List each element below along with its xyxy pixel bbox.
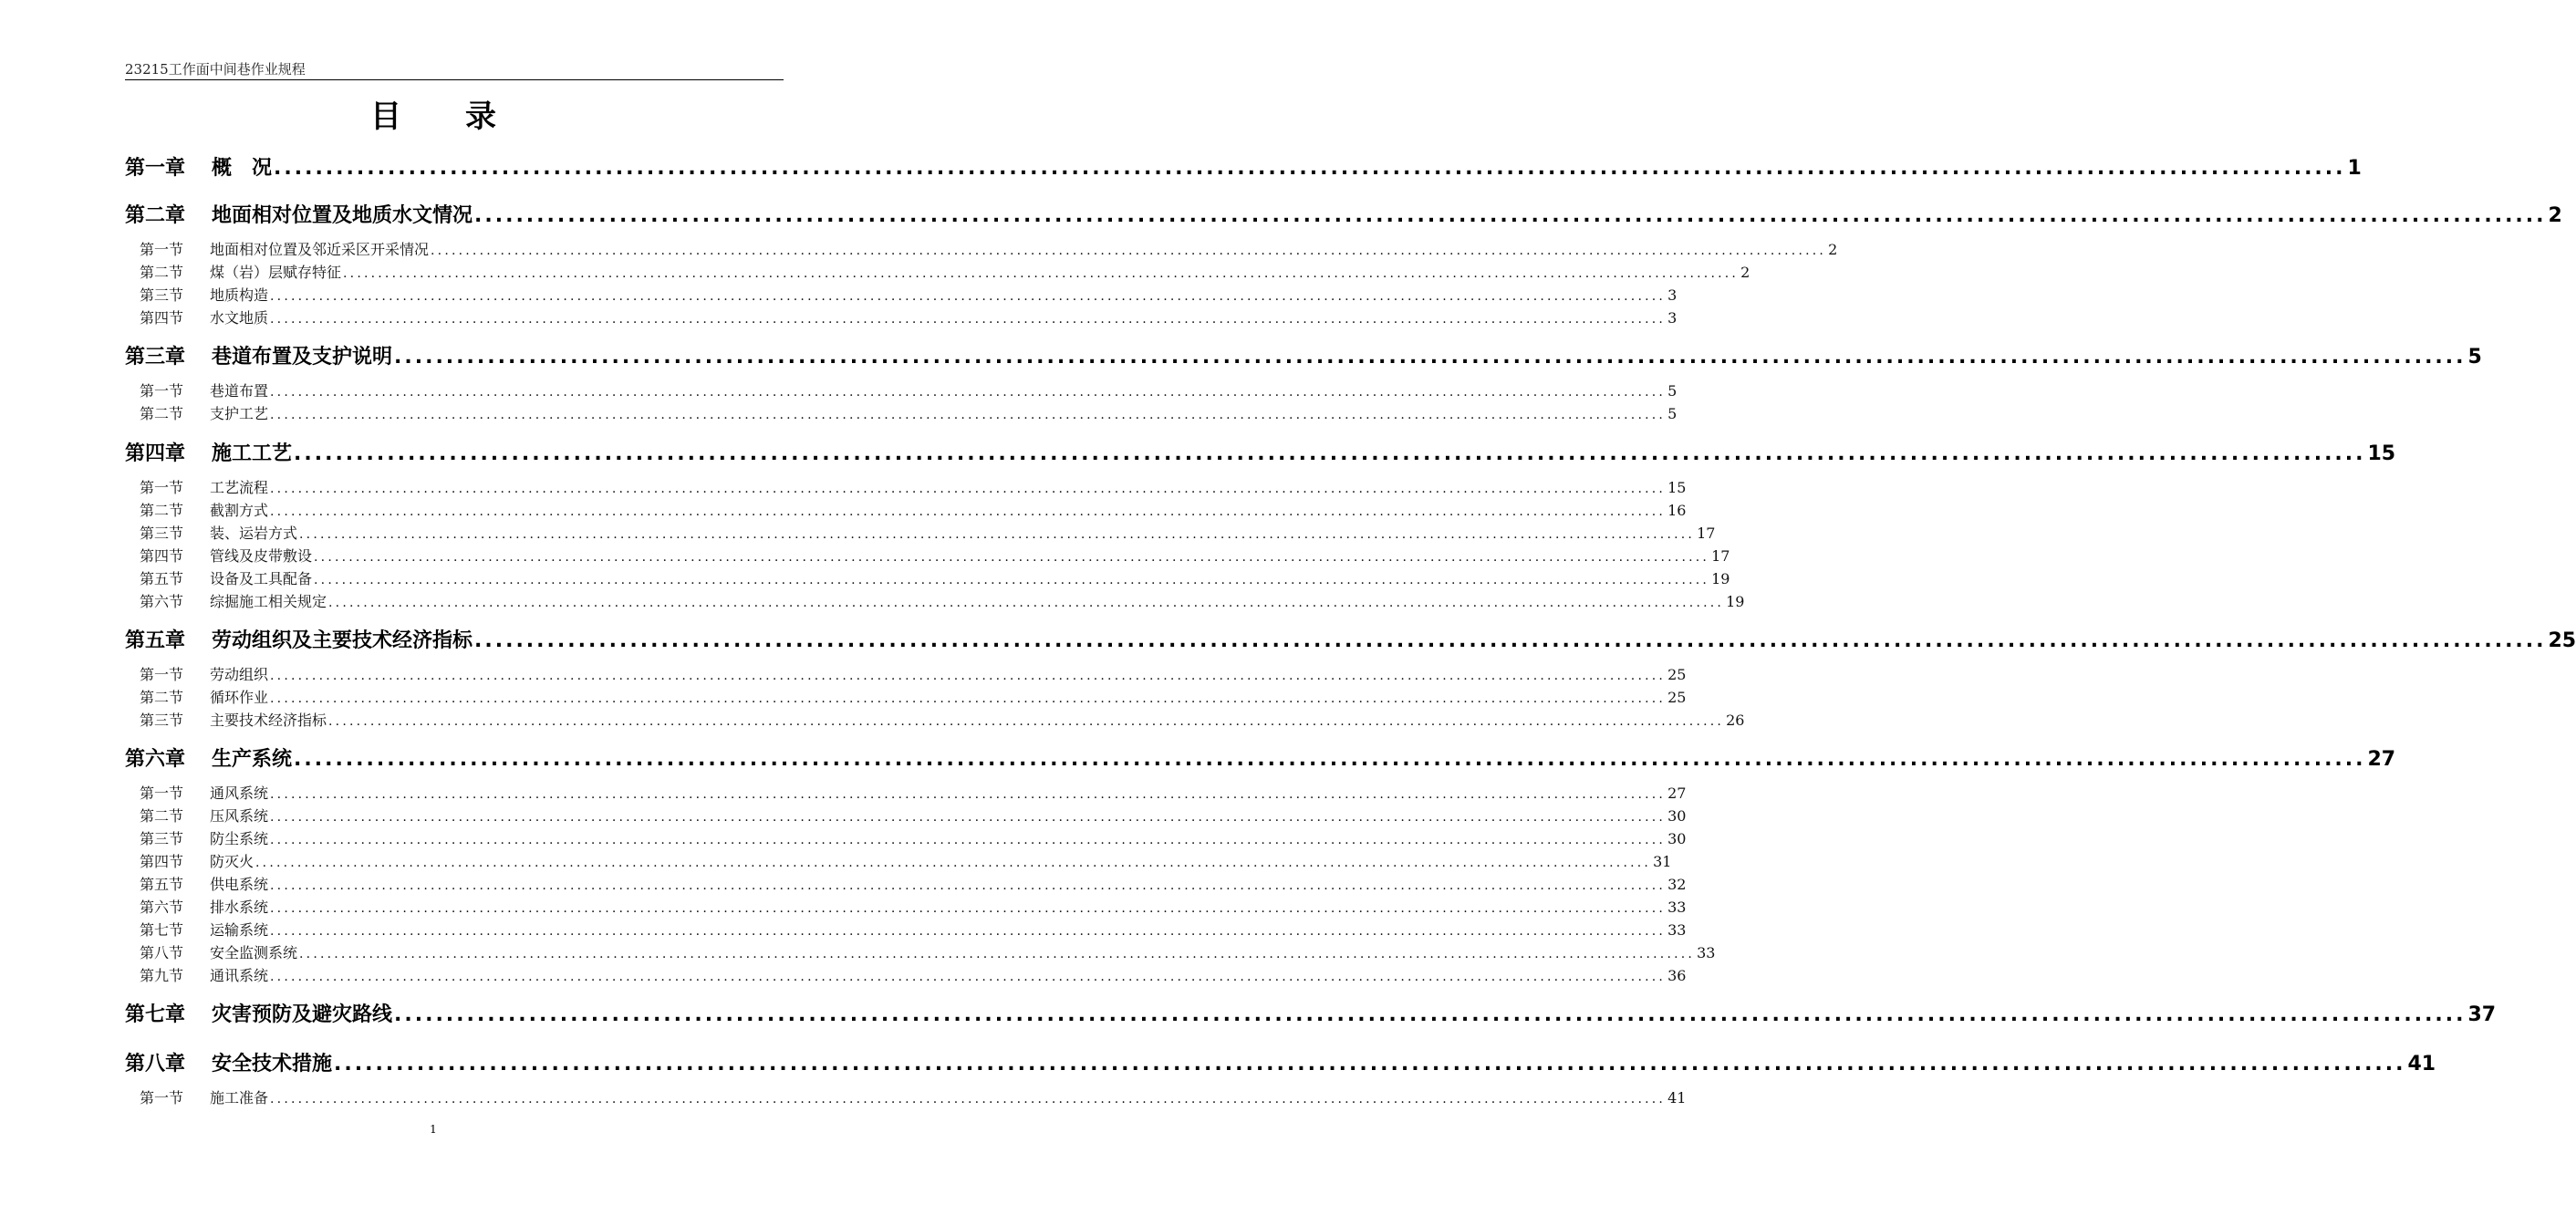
toc-section-entry[interactable] [125, 782, 1687, 802]
dot-leader: ........................................................................................................................................................................................................ [294, 748, 2366, 771]
page-reference: 15 [2367, 442, 2396, 465]
section-number: 第二节 [140, 502, 184, 519]
dot-leader: ........................................................................................................................................................................................................ [294, 442, 2366, 465]
dot-leader: ........................................................................................................................................................................................................ [270, 787, 1667, 802]
page-reference: 5 [1667, 405, 1678, 422]
toc-section-entry[interactable] [125, 663, 1687, 683]
page-reference: 25 [1667, 666, 1687, 683]
section-title: 装、运岩方式 [210, 525, 298, 542]
toc-section-entry[interactable] [125, 964, 1687, 984]
dot-leader: ........................................................................................................................................................................................................ [299, 527, 1696, 542]
page-reference: 31 [1653, 853, 1672, 870]
section-number: 第九节 [140, 967, 184, 984]
section-number: 第六节 [140, 593, 184, 610]
toc-section-entry[interactable] [125, 805, 1687, 825]
toc-section-entry[interactable] [125, 261, 1750, 281]
dot-leader: ........................................................................................................................................................................................................ [270, 385, 1667, 400]
section-title: 地面相对位置及邻近采区开采情况 [210, 241, 430, 258]
toc-section-entry[interactable] [125, 306, 1678, 327]
toc-section-entry[interactable] [125, 284, 1678, 304]
section-title: 水文地质 [210, 309, 269, 327]
section-number: 第一节 [140, 479, 184, 496]
toc-section-entry[interactable] [125, 545, 1730, 565]
section-title: 运输系统 [210, 921, 269, 939]
section-number: 第四节 [140, 309, 184, 327]
dot-leader: ........................................................................................................................................................................................................ [474, 204, 2547, 227]
section-number: 第一节 [140, 666, 184, 683]
chapter-title: 灾害预防及避灾路线 [212, 1003, 393, 1026]
dot-leader: ........................................................................................................................................................................................................ [334, 1053, 2406, 1075]
dot-leader: ........................................................................................................................................................................................................ [431, 244, 1827, 258]
title-char-right: 录 [465, 99, 496, 135]
page-reference: 19 [1726, 593, 1745, 610]
dot-leader: ........................................................................................................................................................................................................ [270, 482, 1667, 496]
toc-chapter-entry[interactable] [125, 625, 2576, 652]
page-reference: 25 [1667, 689, 1687, 706]
section-title: 排水系统 [210, 899, 269, 916]
toc-section-entry[interactable] [125, 379, 1678, 400]
section-title: 地质构造 [210, 286, 269, 304]
toc-section-entry[interactable] [125, 896, 1687, 916]
section-title: 通讯系统 [210, 967, 269, 984]
page-reference: 33 [1667, 921, 1687, 939]
page-reference: 25 [2548, 629, 2576, 652]
section-number: 第二节 [140, 807, 184, 825]
toc-section-entry[interactable] [125, 476, 1687, 496]
toc-section-entry[interactable] [125, 873, 1687, 893]
page-reference: 15 [1667, 479, 1687, 496]
page-reference: 33 [1697, 944, 1716, 961]
dot-leader: ........................................................................................................................................................................................................ [270, 408, 1667, 422]
page-reference: 16 [1667, 502, 1687, 519]
title-char-left: 目 [370, 99, 401, 135]
dot-leader: ........................................................................................................................................................................................................ [343, 266, 1740, 281]
page-reference: 3 [1667, 309, 1678, 327]
page-reference: 33 [1667, 899, 1687, 916]
dot-leader: ........................................................................................................................................................................................................ [314, 550, 1710, 565]
chapter-number: 第八章 [125, 1053, 186, 1075]
dot-leader: ........................................................................................................................................................................................................ [255, 856, 1652, 870]
chapter-number: 第六章 [125, 748, 186, 771]
toc-section-entry[interactable] [125, 590, 1745, 610]
page-reference: 30 [1667, 830, 1687, 847]
toc-chapter-entry[interactable] [125, 200, 2562, 227]
dot-leader: ........................................................................................................................................................................................................ [474, 629, 2547, 652]
dot-leader: ........................................................................................................................................................................................................ [270, 878, 1667, 893]
section-number: 第一节 [140, 382, 184, 400]
dot-leader: ........................................................................................................................................................................................................ [270, 669, 1667, 683]
toc-section-entry[interactable] [125, 522, 1716, 542]
section-title: 循环作业 [210, 689, 269, 706]
section-number: 第五节 [140, 570, 184, 587]
page-reference: 30 [1667, 807, 1687, 825]
dot-leader: ........................................................................................................................................................................................................ [394, 346, 2467, 369]
section-title: 施工准备 [210, 1089, 269, 1107]
toc-section-entry[interactable] [125, 709, 1745, 729]
chapter-number: 第四章 [125, 442, 186, 465]
toc-section-entry[interactable] [125, 919, 1687, 939]
section-title: 供电系统 [210, 876, 269, 893]
running-header: 23215工作面中间巷作业规程 [125, 60, 784, 80]
chapter-number: 第一章 [125, 157, 186, 180]
section-number: 第六节 [140, 899, 184, 916]
chapter-title: 安全技术措施 [212, 1053, 333, 1075]
dot-leader: ........................................................................................................................................................................................................ [270, 810, 1667, 825]
toc-section-entry[interactable] [125, 686, 1687, 706]
chapter-title: 概 况 [212, 157, 273, 180]
toc-section-entry[interactable] [125, 238, 1838, 258]
section-number: 第七节 [140, 921, 184, 939]
chapter-title: 地面相对位置及地质水文情况 [212, 204, 473, 227]
dot-leader: ........................................................................................................................................................................................................ [299, 947, 1696, 961]
page-reference: 2 [1740, 264, 1750, 281]
section-title: 安全监测系统 [210, 944, 298, 961]
page-reference: 27 [1667, 784, 1687, 802]
page-number: 1 [430, 1123, 437, 1136]
chapter-number: 第三章 [125, 346, 186, 369]
section-number: 第四节 [140, 547, 184, 565]
page-reference: 3 [1667, 286, 1678, 304]
toc-section-entry[interactable] [125, 499, 1687, 519]
page-reference: 32 [1667, 876, 1687, 893]
page-reference: 41 [1667, 1089, 1687, 1107]
page-reference: 27 [2367, 748, 2396, 771]
section-number: 第三节 [140, 830, 184, 847]
dot-leader: ........................................................................................................................................................................................................ [270, 924, 1667, 939]
section-number: 第二节 [140, 264, 184, 281]
dot-leader: ........................................................................................................................................................................................................ [394, 1003, 2467, 1026]
dot-leader: ........................................................................................................................................................................................................ [270, 504, 1667, 519]
toc-chapter-entry[interactable] [125, 341, 2482, 369]
toc-chapter-entry[interactable] [125, 1048, 2436, 1075]
section-number: 第八节 [140, 944, 184, 961]
chapter-title: 劳动组织及主要技术经济指标 [212, 629, 473, 652]
page-title [0, 91, 867, 136]
page-reference: 36 [1667, 967, 1687, 984]
toc-section-entry[interactable] [125, 567, 1730, 587]
chapter-title: 生产系统 [212, 748, 293, 771]
page-reference: 2 [1828, 241, 1838, 258]
dot-leader: ........................................................................................................................................................................................................ [270, 312, 1667, 327]
toc-chapter-entry[interactable] [125, 999, 2497, 1026]
page-reference: 26 [1726, 712, 1745, 729]
toc-section-entry[interactable] [125, 402, 1678, 422]
section-number: 第二节 [140, 689, 184, 706]
page-reference: 2 [2548, 204, 2562, 227]
chapter-title: 巷道布置及支护说明 [212, 346, 393, 369]
chapter-number: 第七章 [125, 1003, 186, 1026]
section-number: 第三节 [140, 712, 184, 729]
section-title: 通风系统 [210, 784, 269, 802]
page-reference: 5 [1667, 382, 1678, 400]
section-number: 第四节 [140, 853, 184, 870]
section-number: 第一节 [140, 241, 184, 258]
section-number: 第一节 [140, 1089, 184, 1107]
toc-section-entry[interactable] [125, 941, 1716, 961]
page-reference: 19 [1711, 570, 1730, 587]
section-number: 第三节 [140, 525, 184, 542]
section-title: 设备及工具配备 [210, 570, 313, 587]
toc-chapter-entry[interactable] [125, 438, 2396, 465]
toc-section-entry[interactable] [125, 827, 1687, 847]
dot-leader: ........................................................................................................................................................................................................ [270, 901, 1667, 916]
page-reference: 37 [2467, 1003, 2497, 1026]
page-reference: 5 [2467, 346, 2482, 369]
section-title: 煤（岩）层赋存特征 [210, 264, 342, 281]
page-reference: 1 [2347, 157, 2362, 180]
page-reference: 41 [2407, 1053, 2436, 1075]
section-title: 综掘施工相关规定 [210, 593, 327, 610]
section-title: 巷道布置 [210, 382, 269, 400]
page-reference: 17 [1697, 525, 1716, 542]
section-number: 第二节 [140, 405, 184, 422]
dot-leader: ........................................................................................................................................................................................................ [270, 289, 1667, 304]
section-title: 管线及皮带敷设 [210, 547, 313, 565]
section-number: 第五节 [140, 876, 184, 893]
section-title: 防灭火 [210, 853, 254, 870]
section-title: 防尘系统 [210, 830, 269, 847]
chapter-number: 第二章 [125, 204, 186, 227]
section-title: 截割方式 [210, 502, 269, 519]
dot-leader: ........................................................................................................................................................................................................ [270, 833, 1667, 847]
dot-leader: ........................................................................................................................................................................................................ [314, 573, 1710, 587]
toc-section-entry[interactable] [125, 850, 1672, 870]
section-title: 支护工艺 [210, 405, 269, 422]
toc-chapter-entry[interactable] [125, 743, 2396, 771]
section-title: 压风系统 [210, 807, 269, 825]
chapter-number: 第五章 [125, 629, 186, 652]
page-reference: 17 [1711, 547, 1730, 565]
section-title: 主要技术经济指标 [210, 712, 327, 729]
chapter-title: 施工工艺 [212, 442, 293, 465]
dot-leader: ........................................................................................................................................................................................................ [270, 970, 1667, 984]
dot-leader: ........................................................................................................................................................................................................ [328, 714, 1725, 729]
dot-leader: ........................................................................................................................................................................................................ [270, 1092, 1667, 1107]
dot-leader: ........................................................................................................................................................................................................ [270, 691, 1667, 706]
toc-chapter-entry[interactable] [125, 152, 2362, 180]
section-title: 劳动组织 [210, 666, 269, 683]
dot-leader: ........................................................................................................................................................................................................ [274, 157, 2346, 180]
dot-leader: ........................................................................................................................................................................................................ [328, 596, 1725, 610]
section-number: 第一节 [140, 784, 184, 802]
section-title: 工艺流程 [210, 479, 269, 496]
toc-section-entry[interactable] [125, 1086, 1687, 1107]
section-number: 第三节 [140, 286, 184, 304]
